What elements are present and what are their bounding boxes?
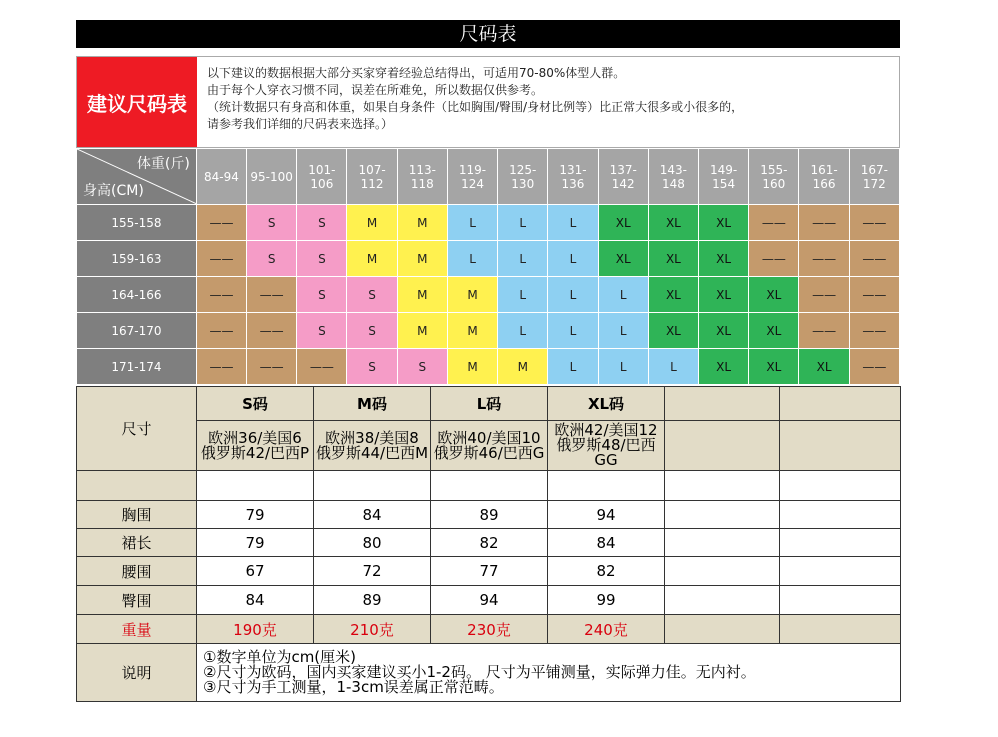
measure-label: 胸围	[77, 501, 197, 529]
intro-badge: 建议尺码表	[77, 57, 197, 147]
weight-range-header: 119-124	[447, 149, 497, 205]
weight-label: 重量	[77, 615, 197, 644]
size-cell: XL	[699, 277, 749, 313]
note-line: ①数字单位为cm(厘米)	[203, 648, 357, 666]
size-cell: M	[397, 205, 447, 241]
size-cell: L	[548, 349, 598, 385]
size-cell: S	[247, 241, 297, 277]
size-cell: L	[548, 277, 598, 313]
size-cell: L	[447, 241, 497, 277]
size-cell: ——	[849, 205, 899, 241]
measure-value: 79	[197, 529, 314, 557]
empty-cell	[548, 471, 665, 501]
weight-range-header: 125-130	[498, 149, 548, 205]
size-cell: ——	[749, 205, 799, 241]
height-range-header: 164-166	[77, 277, 197, 313]
weight-range-header: 131-136	[548, 149, 598, 205]
empty-cell	[780, 586, 901, 615]
measure-value: 72	[314, 557, 431, 586]
measure-value: 99	[548, 586, 665, 615]
size-cell: M	[347, 241, 397, 277]
empty-cell	[314, 471, 431, 501]
empty-cell	[780, 501, 901, 529]
size-code: S码	[197, 387, 314, 421]
intro-text	[197, 57, 899, 147]
size-cell: ——	[196, 277, 246, 313]
empty-cell	[665, 387, 780, 421]
size-cell: ——	[247, 349, 297, 385]
grid-corner	[77, 149, 197, 205]
measure-value: 82	[548, 557, 665, 586]
measure-value: 89	[314, 586, 431, 615]
size-cell: L	[548, 241, 598, 277]
size-intl: 欧洲42/美国12 俄罗斯48/巴西GG	[548, 421, 665, 471]
size-cell: ——	[799, 277, 849, 313]
empty-cell	[780, 421, 901, 471]
measure-value: 84	[548, 529, 665, 557]
weight-value: 230克	[431, 615, 548, 644]
measure-value: 77	[431, 557, 548, 586]
size-intl: 欧洲36/美国6 俄罗斯42/巴西P	[197, 421, 314, 471]
weight-range-header: 149-154	[699, 149, 749, 205]
empty-cell	[197, 471, 314, 501]
size-cell: ——	[247, 313, 297, 349]
size-code: M码	[314, 387, 431, 421]
measure-value: 84	[314, 501, 431, 529]
size-cell: L	[598, 349, 648, 385]
measure-value: 82	[431, 529, 548, 557]
size-cell: M	[447, 277, 497, 313]
size-cell: S	[347, 277, 397, 313]
measure-value: 67	[197, 557, 314, 586]
weight-range-header: 113-118	[397, 149, 447, 205]
weight-range-header: 161-166	[799, 149, 849, 205]
size-cell: ——	[196, 205, 246, 241]
weight-value: 190克	[197, 615, 314, 644]
size-cell: L	[447, 205, 497, 241]
size-cell: S	[297, 277, 347, 313]
size-cell: ——	[749, 241, 799, 277]
height-range-header: 171-174	[77, 349, 197, 385]
size-code: XL码	[548, 387, 665, 421]
weight-value: 210克	[314, 615, 431, 644]
size-cell: XL	[749, 277, 799, 313]
size-cell: ——	[849, 313, 899, 349]
size-cell: ——	[297, 349, 347, 385]
empty-cell	[665, 615, 780, 644]
empty-cell	[780, 387, 901, 421]
size-cell: L	[598, 313, 648, 349]
size-cell: L	[548, 205, 598, 241]
intro-line: 以下建议的数据根据大部分买家穿着经验总结得出，可适用70-80%体型人群。	[207, 66, 626, 80]
empty-cell	[665, 586, 780, 615]
page-title: 尺码表	[76, 20, 900, 48]
intro-line: 请参考我们详细的尺码表来选择。）	[207, 117, 394, 131]
size-cell: M	[397, 241, 447, 277]
height-range-header: 155-158	[77, 205, 197, 241]
height-range-header: 167-170	[77, 313, 197, 349]
weight-range-header: 167-172	[849, 149, 899, 205]
size-cell: S	[397, 349, 447, 385]
size-cell: M	[447, 349, 497, 385]
size-intl: 欧洲40/美国10 俄罗斯46/巴西G	[431, 421, 548, 471]
empty-cell	[665, 529, 780, 557]
size-cell: ——	[247, 277, 297, 313]
size-cell: L	[498, 277, 548, 313]
size-cell: S	[297, 241, 347, 277]
size-cell: ——	[799, 313, 849, 349]
size-cell: L	[548, 313, 598, 349]
size-label: 尺寸	[77, 387, 197, 471]
size-measurement-table	[76, 386, 900, 702]
measure-value: 89	[431, 501, 548, 529]
size-cell: ——	[196, 313, 246, 349]
size-cell: L	[498, 205, 548, 241]
size-cell: ——	[849, 349, 899, 385]
weight-range-header: 155-160	[749, 149, 799, 205]
weight-range-header: 137-142	[598, 149, 648, 205]
size-cell: S	[347, 313, 397, 349]
weight-range-header: 84-94	[196, 149, 246, 205]
size-cell: XL	[648, 313, 698, 349]
size-cell: M	[397, 313, 447, 349]
size-cell: XL	[749, 313, 799, 349]
size-cell: S	[297, 205, 347, 241]
size-cell: M	[397, 277, 447, 313]
measure-label: 臀围	[77, 586, 197, 615]
size-cell: L	[498, 241, 548, 277]
size-cell: S	[247, 205, 297, 241]
size-cell: ——	[849, 241, 899, 277]
measure-value: 94	[548, 501, 665, 529]
size-cell: XL	[799, 349, 849, 385]
measure-value: 80	[314, 529, 431, 557]
size-cell: S	[347, 349, 397, 385]
intro-line: （统计数据只有身高和体重，如果自身条件（比如胸围/臀围/身材比例等）比正常大很多或小很多的，	[207, 100, 744, 114]
empty-cell	[431, 471, 548, 501]
intro-panel	[76, 56, 900, 148]
measure-value: 79	[197, 501, 314, 529]
empty-cell	[780, 471, 901, 501]
height-axis-label: 身高(CM)	[83, 183, 144, 199]
size-cell: ——	[849, 277, 899, 313]
measure-value: 94	[431, 586, 548, 615]
size-cell: XL	[648, 241, 698, 277]
size-cell: ——	[799, 205, 849, 241]
measure-value: 84	[197, 586, 314, 615]
size-cell: XL	[699, 205, 749, 241]
empty-cell	[665, 421, 780, 471]
weight-value: 240克	[548, 615, 665, 644]
empty-cell	[780, 529, 901, 557]
size-cell: XL	[749, 349, 799, 385]
measure-label: 裙长	[77, 529, 197, 557]
weight-range-header: 101-106	[297, 149, 347, 205]
size-cell: L	[648, 349, 698, 385]
empty-cell	[665, 471, 780, 501]
note-line: ③尺寸为手工测量，1-3cm误差属正常范畴。	[203, 678, 504, 696]
size-intl: 欧洲38/美国8 俄罗斯44/巴西M	[314, 421, 431, 471]
size-cell: M	[347, 205, 397, 241]
size-cell: ——	[799, 241, 849, 277]
empty-cell	[665, 501, 780, 529]
measure-label: 腰围	[77, 557, 197, 586]
intro-line: 由于每个人穿衣习惯不同，误差在所难免，所以数据仅供参考。	[207, 83, 544, 97]
empty-cell	[77, 471, 197, 501]
size-cell: XL	[648, 277, 698, 313]
size-cell: ——	[196, 241, 246, 277]
note-line: ②尺寸为欧码，国内买家建议买小1-2码。 尺寸为平铺测量，实际弹力佳。无内衬。	[203, 663, 756, 681]
recommended-size-chart	[76, 56, 900, 385]
empty-cell	[780, 615, 901, 644]
size-code: L码	[431, 387, 548, 421]
size-cell: L	[598, 277, 648, 313]
size-cell: M	[498, 349, 548, 385]
size-cell: L	[498, 313, 548, 349]
size-cell: XL	[598, 241, 648, 277]
size-cell: S	[297, 313, 347, 349]
weight-axis-label: 体重(斤)	[136, 156, 190, 172]
size-cell: XL	[699, 349, 749, 385]
size-cell: XL	[699, 313, 749, 349]
size-cell: XL	[598, 205, 648, 241]
empty-cell	[780, 557, 901, 586]
height-range-header: 159-163	[77, 241, 197, 277]
weight-range-header: 143-148	[648, 149, 698, 205]
size-cell: ——	[196, 349, 246, 385]
notes	[197, 644, 901, 702]
size-cell: XL	[699, 241, 749, 277]
size-cell: XL	[648, 205, 698, 241]
weight-range-header: 107-112	[347, 149, 397, 205]
size-grid	[76, 148, 900, 385]
empty-cell	[665, 557, 780, 586]
notes-label: 说明	[77, 644, 197, 702]
size-cell: M	[447, 313, 497, 349]
weight-range-header: 95-100	[247, 149, 297, 205]
